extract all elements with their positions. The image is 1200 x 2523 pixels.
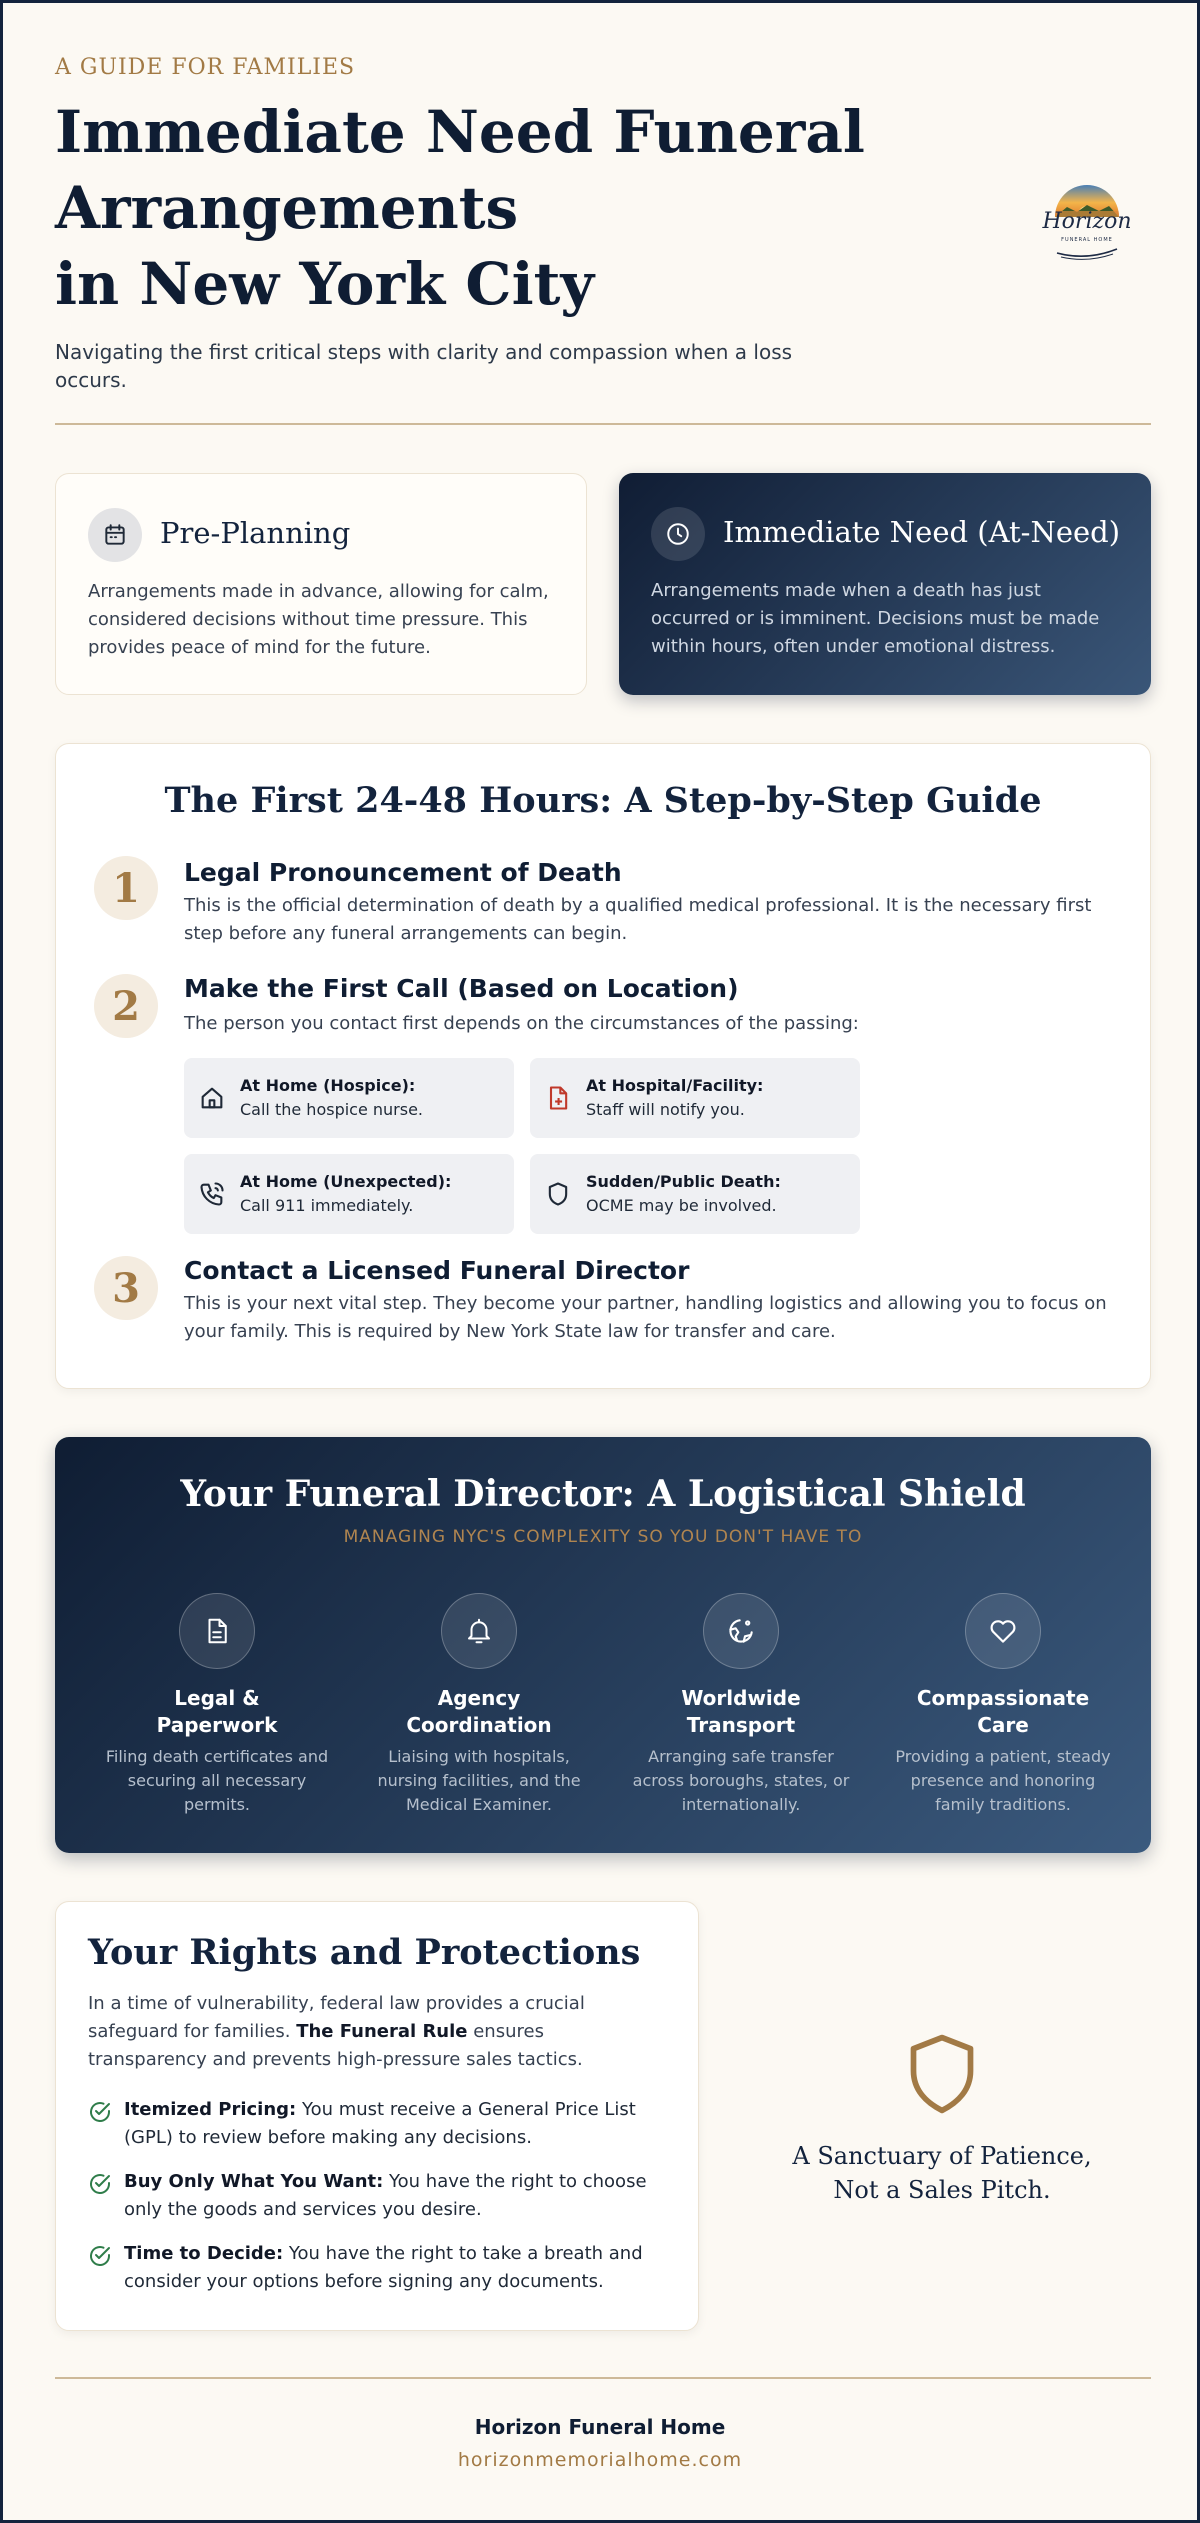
location-heading: At Home (Hospice): <box>240 1076 416 1095</box>
location-text: Staff will notify you. <box>586 1100 745 1119</box>
heart-icon <box>965 1593 1041 1669</box>
feature-text: Arranging safe transfer across boroughs, states, or internationally. <box>632 1747 850 1814</box>
page-title <box>55 94 915 322</box>
rights-section <box>55 1901 699 2331</box>
feature-agency <box>354 1593 604 1817</box>
shield-icon <box>544 1180 572 1208</box>
right-label: Time to Decide: <box>124 2243 284 2264</box>
feature-care <box>878 1593 1128 1817</box>
feature-title: Compassionate Care <box>916 1686 1090 1737</box>
step-number-3: 3 <box>94 1256 158 1320</box>
rights-title: Your Rights and Protections <box>88 1932 641 1973</box>
step-number-1: 1 <box>94 856 158 920</box>
sanctuary-line-1: A Sanctuary of Patience, <box>792 2142 1092 2170</box>
right-item-time <box>88 2240 668 2296</box>
atneed-title: Immediate Need (At-Need) <box>723 515 1121 549</box>
phone-icon <box>198 1180 226 1208</box>
header <box>55 55 1151 394</box>
shield-title: Your Funeral Director: A Logistical Shield <box>180 1473 1026 1515</box>
check-circle-icon <box>88 2244 112 2268</box>
right-text: You have the right to choose only the goods and services you desire. <box>124 2171 647 2220</box>
sanctuary-callout <box>747 2031 1137 2207</box>
footer-website-link[interactable]: horizonmemorialhome.com <box>457 2449 743 2471</box>
footer-company-name: Horizon Funeral Home <box>474 2415 726 2439</box>
horizon-logo <box>1037 177 1137 263</box>
feature-text: Liaising with hospitals, nursing facilities, and the Medical Examiner. <box>377 1747 581 1814</box>
globe-icon <box>703 1593 779 1669</box>
calendar-icon <box>88 508 142 562</box>
feature-text: Providing a patient, steady presence and honoring family traditions. <box>895 1747 1111 1814</box>
step-heading-1: Legal Pronouncement of Death <box>184 858 622 887</box>
atneed-card <box>619 473 1151 695</box>
shield-subtitle: MANAGING NYC'S COMPLEXITY SO YOU DON'T HAVE TO <box>343 1527 863 1547</box>
check-circle-icon <box>88 2172 112 2196</box>
clock-icon <box>651 507 705 561</box>
location-heading: At Hospital/Facility: <box>586 1076 764 1095</box>
preplanning-text: Arrangements made in advance, allowing for calm, considered decisions without time pressure. This provides peace of mind for the future. <box>88 581 549 658</box>
right-item-choose <box>88 2168 668 2224</box>
logo-subtext: FUNERAL HOME <box>1061 237 1113 243</box>
logistical-shield-section <box>55 1437 1151 1853</box>
footer-divider <box>55 2377 1151 2379</box>
page-subtitle: Navigating the first critical steps with clarity and compassion when a loss occurs. <box>55 340 793 392</box>
feature-text: Filing death certificates and securing all necessary permits. <box>105 1747 329 1814</box>
rights-intro-text: In a time of vulnerability, federal law provides a crucial safeguard for families. <box>88 1993 585 2042</box>
atneed-text: Arrangements made when a death has just occurred or is imminent. Decisions must be made within hours, often under emotional distress. <box>651 580 1100 657</box>
location-card-hospital <box>530 1058 860 1138</box>
location-text: OCME may be involved. <box>586 1196 777 1215</box>
preplanning-card <box>55 473 587 695</box>
step-heading-2: Make the First Call (Based on Location) <box>184 974 739 1003</box>
step-text-3: This is your next vital step. They become your partner, handling logistics and allowing you to focus on your family. This is required by New York State law for transfer and care. <box>184 1293 1107 1342</box>
eyebrow: A GUIDE FOR FAMILIES <box>55 55 356 80</box>
location-card-unexpected <box>184 1154 514 1234</box>
right-item-pricing <box>88 2096 668 2152</box>
preplanning-title: Pre-Planning <box>160 516 351 550</box>
sanctuary-line-2: Not a Sales Pitch. <box>833 2176 1051 2204</box>
feature-transport <box>616 1593 866 1817</box>
title-line-1: Immediate Need Funeral <box>55 98 865 166</box>
hospital-icon <box>544 1084 572 1112</box>
home-icon <box>198 1084 226 1112</box>
logo-wordmark: Horizon <box>1042 209 1132 234</box>
step-text-1: This is the official determination of death by a qualified medical professional. It is the necessary first step before any funeral arrangements can begin. <box>184 895 1092 944</box>
rights-intro-text: ensures transparency and prevents high-pressure sales tactics. <box>88 2021 583 2070</box>
rights-intro <box>88 1990 668 2074</box>
right-text: You must receive a General Price List (GPL) to review before making any decisions. <box>124 2099 636 2148</box>
bell-icon <box>441 1593 517 1669</box>
feature-legal <box>92 1593 342 1817</box>
check-circle-icon <box>88 2100 112 2124</box>
title-line-2: Arrangements <box>55 174 519 242</box>
steps-section <box>55 743 1151 1389</box>
location-text: Call the hospice nurse. <box>240 1100 424 1119</box>
location-card-hospice <box>184 1058 514 1138</box>
location-card-public <box>530 1154 860 1234</box>
title-line-3: in New York City <box>55 250 595 318</box>
feature-title: Worldwide Transport <box>681 1686 801 1737</box>
feature-title: Agency Coordination <box>406 1686 552 1737</box>
right-label: Buy Only What You Want: <box>124 2171 384 2192</box>
sanctuary-text <box>747 2139 1137 2207</box>
location-text: Call 911 immediately. <box>240 1196 414 1215</box>
steps-title: The First 24-48 Hours: A Step-by-Step Guide <box>164 780 1042 821</box>
location-heading: At Home (Unexpected): <box>240 1172 452 1191</box>
feature-title: Legal & Paperwork <box>156 1686 278 1737</box>
right-text: You have the right to take a breath and consider your options before signing any documents. <box>124 2243 643 2292</box>
funeral-rule-label: The Funeral Rule <box>296 2021 468 2042</box>
step-text-2: The person you contact first depends on the circumstances of the passing: <box>184 1013 859 1034</box>
shield-icon <box>904 2031 980 2117</box>
step-number-2: 2 <box>94 974 158 1038</box>
right-label: Itemized Pricing: <box>124 2099 297 2120</box>
step-heading-3: Contact a Licensed Funeral Director <box>184 1256 690 1285</box>
header-divider <box>55 423 1151 425</box>
document-icon <box>179 1593 255 1669</box>
location-heading: Sudden/Public Death: <box>586 1172 781 1191</box>
